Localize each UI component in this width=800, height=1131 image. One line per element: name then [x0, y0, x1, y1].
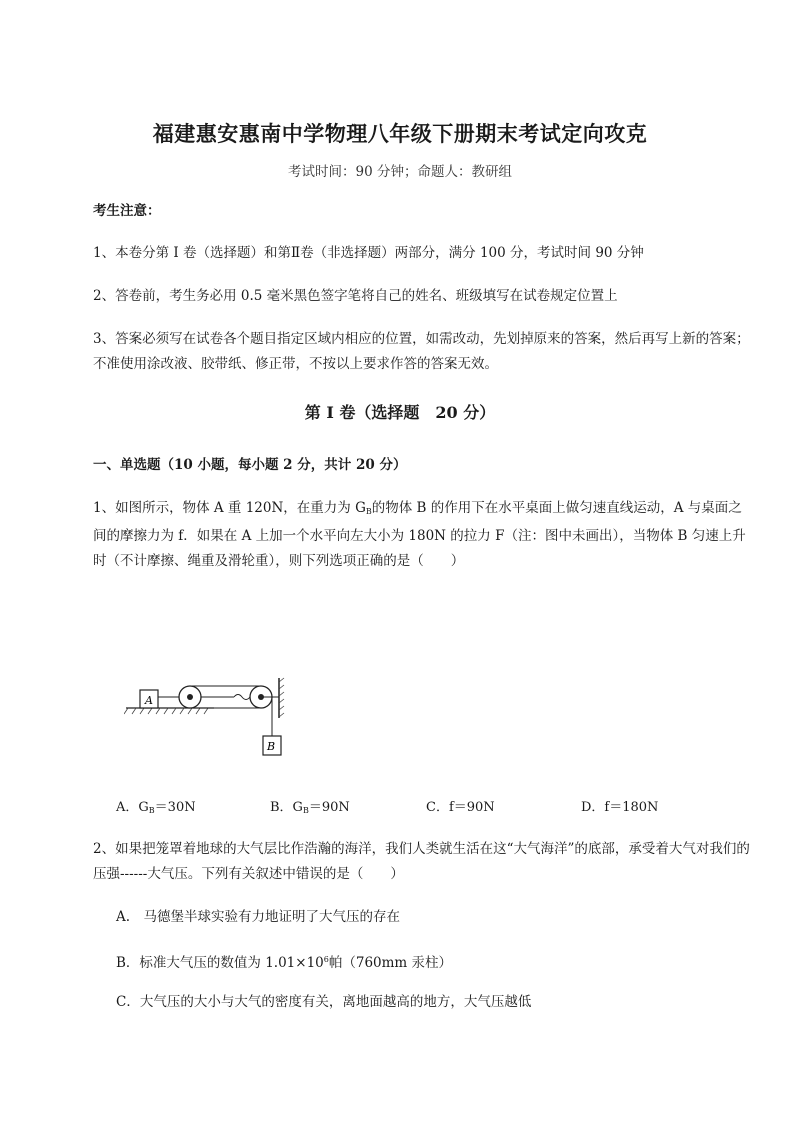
block-a-label: A: [145, 694, 153, 707]
option-a-sub: B: [148, 806, 155, 815]
question-1-option-a[interactable]: [116, 796, 196, 815]
option-d-text: D．f＝180N: [581, 800, 659, 815]
question-1-text-a: 1、如图所示，物体 A 重 120N，在重力为 G: [93, 500, 366, 516]
exam-subtitle: 考试时间：90 分钟；命题人：教研组: [288, 164, 512, 180]
pulley-diagram: [124, 672, 294, 764]
section-title: 第 I 卷（选择题 20 分）: [304, 403, 496, 422]
option-b-pre: B．G: [270, 800, 303, 815]
question-2-option-a[interactable]: A. 马德堡半球实验有力地证明了大气压的存在: [116, 909, 401, 925]
pulley-figure: [124, 672, 294, 764]
q2-option-b-pre: B．标准大气压的数值为 1.01×10: [116, 955, 324, 971]
part-heading: 一、单选题（10 小题，每小题 2 分，共计 20 分）: [93, 457, 407, 473]
q2-option-b-post: 帕（760mm 汞柱）: [328, 955, 453, 971]
notice-item-2: 2、答卷前，考生务必用 0.5 毫米黑色签字笔将自己的姓名、班级填写在试卷规定位置上: [93, 288, 618, 304]
question-1-option-b[interactable]: [270, 796, 350, 815]
block-b-label: B: [267, 740, 276, 753]
question-2-option-b[interactable]: [116, 947, 736, 976]
option-c-text: C．f＝90N: [426, 800, 495, 815]
option-a-pre: A．G: [116, 800, 149, 815]
option-a-post: ＝30N: [154, 800, 196, 815]
notice-item-1: 1、本卷分第 I 卷（选择题）和第Ⅱ卷（非选择题）两部分，满分 100 分，考试时间 90 分钟: [93, 245, 644, 261]
question-1-option-c[interactable]: [426, 796, 495, 815]
question-2-option-c[interactable]: C．大气压的大小与大气的密度有关，离地面越高的地方，大气压越低: [116, 994, 532, 1010]
option-b-sub: B: [302, 806, 309, 815]
option-b-post: ＝90N: [308, 800, 350, 815]
question-1-subscript: B: [365, 507, 372, 516]
question-1-text: [93, 496, 753, 574]
question-2-text: 2、如果把笼罩着地球的大气层比作浩瀚的海洋，我们人类就生活在这“大气海洋”的底部，承受着大气对我们的压强------大气压。下列有关叙述中错误的是（ ）: [93, 841, 750, 882]
exam-title: 福建惠安惠南中学物理八年级下册期末考试定向攻克: [152, 121, 648, 146]
question-1-option-d[interactable]: [581, 796, 658, 815]
notice-item-3: 3、答案必须写在试卷各个题目指定区域内相应的位置，如需改动，先划掉原来的答案，然后再写上新的答案；不准使用涂改液、胶带纸、修正带，不按以上要求作答的答案无效。: [93, 331, 750, 372]
q2-option-b-sup: 6: [323, 955, 329, 964]
question-1-text-b: 的物体 B 的作用下在水平桌面上做匀速直线运动，A 与桌面之间的摩擦力为 f．如果在 A 上加一个水平向左大小为 180N 的拉力 F（注：图中未画出），当物体 B 匀速上升时（不计摩擦、绳重及滑轮重），则下列选项正确的是（ ）: [93, 500, 746, 569]
notice-heading: 考生注意：: [93, 203, 161, 219]
